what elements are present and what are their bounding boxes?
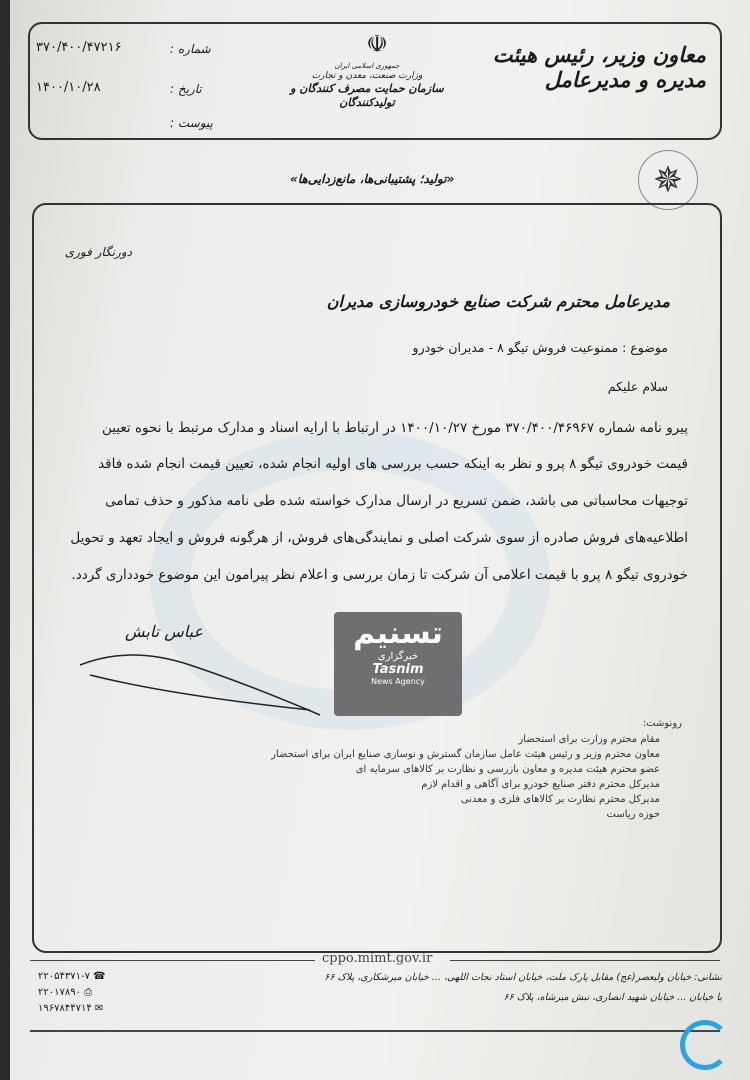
corner-brand-logo-icon <box>680 1020 730 1070</box>
address-line-2: یا خیابان ... خیابان شهید انصاری، نبش میرشاه، پلاک ۶۶ <box>503 992 722 1003</box>
postal-code: ۱۹۶۷۸۴۴۷۱۴ <box>38 1003 92 1014</box>
cc-item: مدیرکل محترم دفتر صنایع خودرو برای آگاهی و اقدام لازم <box>421 779 660 790</box>
cc-item: عضو محترم هیئت مدیره و معاون بازرسی و نظارت بر کالاهای سرمایه ای <box>355 764 660 775</box>
paragraph-line: توجیهات محاسباتی می باشد، ضمن تسریع در ارسال مدارک خواسته شده طی نامه مذکور و حذف تمامی <box>105 493 688 509</box>
footer-bottom-line <box>30 1030 720 1032</box>
footer-divider <box>30 960 315 961</box>
cc-item: مدیرکل محترم نظارت بر کالاهای فلزی و معدنی <box>460 794 660 805</box>
emblem-line: جمهوری اسلامی ایران <box>334 62 400 70</box>
tasnim-watermark <box>334 612 462 716</box>
address-line-1: نشانی: خیابان ولیعصر(عج) مقابل پارک ملت، خیابان استاد نجات اللهی، ... خیابان میرشکاری، پلاک ۶۶ <box>324 972 722 983</box>
cc-label: رونوشت: <box>642 718 682 729</box>
cc-item: حوزه ریاست <box>606 809 660 820</box>
number-label: شماره : <box>170 42 211 56</box>
tasnim-name: Tasnim <box>372 662 424 677</box>
footer-divider <box>450 960 720 961</box>
signature-scribble <box>70 645 330 725</box>
date-label: تاریخ : <box>170 82 202 96</box>
slogan: «تولید؛ پشتیبانی‌ها، مانع‌زدایی‌ها» <box>290 172 455 186</box>
signature-name: عباس تابش <box>125 622 204 641</box>
subject: موضوع : ممنوعیت فروش تیگو ۸ - مدیران خودرو <box>412 340 668 355</box>
attachment-label: پیوست : <box>170 116 213 130</box>
fax-icon: ⎙ <box>84 987 93 998</box>
tasnim-persian-logo: تسنیم <box>353 616 443 651</box>
phone-number: ۲۲۰۵۴۳۷۱-۷ <box>38 971 90 982</box>
cc-item: مقام محترم وزارت برای استحضار <box>518 734 660 745</box>
greeting: سلام علیکم <box>607 379 668 394</box>
recipient: مدیرعامل محترم شرکت صنایع خودروسازی مدیران <box>326 292 670 311</box>
organization-logo-icon: ✵ <box>638 150 698 210</box>
phone-icon: ☎ <box>93 971 106 982</box>
photo-edge <box>0 0 10 1080</box>
fax-note: دورنگار فوری <box>64 245 132 259</box>
iran-emblem-icon: ☫ <box>366 30 388 58</box>
tasnim-sub: News Agency <box>371 677 425 686</box>
paragraph-line: خودروی تیگو ۸ پرو با قیمت اعلامی آن شرکت تا زمان بررسی و اعلام نظر پیرامون این موضوع خودداری گردد. <box>71 567 688 583</box>
paragraph-line: قیمت خودروی تیگو ۸ پرو و نظر به اینکه حسب بررسی های اولیه انجام شده، تعیین قیمت انجام شده فاقد <box>98 456 688 472</box>
paragraph-line: پیرو نامه شماره ۳۷۰/۴۰۰/۴۶۹۶۷ مورخ ۱۴۰۰/۱۰/۲۷ در ارتباط با ارایه اسناد و مدارک مرتبط با نحوه تعیین <box>101 420 688 436</box>
emblem-line: وزارت صنعت، معدن و تجارت <box>311 70 423 81</box>
fax-number: ۲۲۰۱۷۸۹۰ <box>38 987 81 998</box>
postal-row <box>38 1003 103 1014</box>
number-value: ۳۷۰/۴۰۰/۴۷۲۱۶ <box>36 40 122 55</box>
date-value: ۱۴۰۰/۱۰/۲۸ <box>36 80 101 95</box>
emblem-line: سازمان حمایت مصرف کنندگان و تولیدکنندگان <box>290 82 444 109</box>
fax-row <box>38 987 92 998</box>
paragraph-line: اطلاعیه‌های فروش صادره از سوی شرکت اصلی و نمایندگی‌های فروش، از هرگونه فروش و ایجاد تعهد و تحویل <box>70 530 688 546</box>
cc-item: معاون محترم وزیر و رئیس هیئت عامل سازمان گسترش و نوسازی صنایع ایران برای استحضار <box>271 749 660 760</box>
website[interactable]: cppo.mimt.gov.ir <box>322 951 433 966</box>
mail-icon: ✉ <box>94 1003 104 1014</box>
tasnim-agency-fa: خبرگزاری <box>377 651 419 662</box>
ministry-block <box>262 62 472 110</box>
phone-row <box>38 971 106 982</box>
letter-title: معاون وزیر، رئیس هیئت مدیره و مدیرعامل <box>492 42 706 93</box>
